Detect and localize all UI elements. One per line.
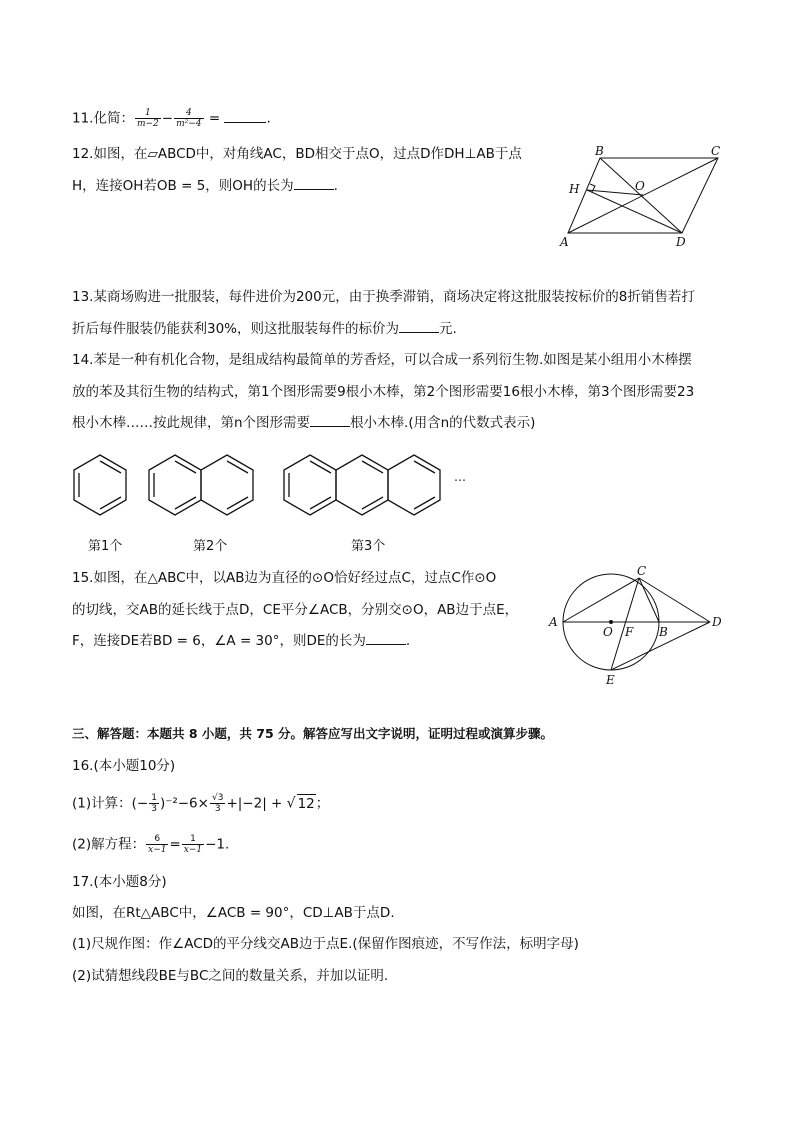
inner-bond	[227, 461, 248, 473]
q16-p1-end: ；	[315, 795, 330, 812]
frac-den: m−2	[136, 119, 159, 129]
q12-line2	[72, 177, 338, 195]
q14-line1: 14.苯是一种有机化合物，是组成结构最简单的芳香烃，可以合成一系列衍生物.如图是某小组用小木棒摆	[72, 352, 692, 368]
frac-num: 6	[146, 834, 168, 845]
inner-bond	[227, 497, 248, 509]
frac-den: x−1	[183, 845, 203, 855]
q16-p1-exp: )⁻²−6×	[159, 795, 209, 812]
q11-line	[72, 108, 271, 129]
q16-header: 16.(本小题10分)	[72, 758, 176, 774]
q14-line3	[72, 414, 535, 432]
q16-p2-prefix: (2)解方程：	[72, 836, 146, 853]
frac-den: 3	[151, 804, 157, 814]
q16-p2-eq: =	[169, 836, 181, 853]
q13-end: 元.	[439, 321, 457, 337]
hexagon-fig3a	[284, 455, 336, 515]
hexagon-fig2a	[149, 455, 201, 515]
q16-p2-frac1	[146, 834, 168, 855]
hexagon-fig3b	[336, 455, 388, 515]
answer-blank[interactable]	[399, 320, 439, 333]
benzene-figures	[68, 448, 488, 528]
q12-line1: 12.如图，在▱ABCD中，对角线AC，BD相交于点O，过点D作DH⊥AB于点	[72, 146, 522, 162]
q12-text: H，连接OH若OB = 5，则OH的长为	[72, 178, 294, 194]
parallelogram-figure	[555, 140, 735, 252]
inner-bond	[310, 497, 331, 509]
label-e: E	[606, 673, 615, 687]
label-b: B	[595, 144, 604, 158]
label-d: D	[712, 615, 722, 629]
label-a: A	[549, 615, 558, 629]
circle-figure	[545, 565, 725, 690]
inner-bond	[414, 497, 435, 509]
q16-p1-sqrt: 12	[297, 795, 315, 812]
label-b: B	[659, 625, 668, 639]
q12-end: .	[333, 178, 338, 194]
q11-equals: =	[208, 110, 221, 127]
frac-num: √3	[211, 793, 224, 803]
inner-bond	[100, 497, 121, 509]
hexagon-fig1	[74, 455, 126, 515]
label-o: O	[635, 179, 645, 193]
inner-bond	[175, 461, 196, 473]
inner-bond	[100, 461, 121, 473]
q15-end: .	[405, 633, 411, 649]
frac-den: m²−4	[176, 119, 202, 129]
answer-blank[interactable]	[294, 177, 334, 190]
label-d: D	[676, 235, 686, 249]
q15-line1: 15.如图，在△ABC中，以AB边为直径的⊙O恰好经过点C，过点C作⊙O	[72, 570, 497, 586]
q16-p1-prefix: (1)计算：(−	[72, 795, 149, 812]
inner-bond	[362, 497, 383, 509]
inner-bond	[362, 461, 383, 473]
q17-header: 17.(本小题8分)	[72, 874, 167, 890]
answer-blank[interactable]	[224, 110, 266, 123]
label-h: H	[569, 182, 580, 196]
figures-ellipsis: …	[454, 470, 466, 484]
caption-fig3: 第3个	[351, 539, 386, 554]
q13-text: 折后每件服装仍能获利30%，则这批服装每件的标价为	[72, 321, 400, 337]
q13-line2	[72, 320, 457, 338]
inner-bond	[310, 461, 331, 473]
q11-frac1	[135, 108, 161, 129]
q17-line2: (1)尺规作图：作∠ACD的平分线交AB边于点E.(保留作图痕迹，不写作法，标明字母)	[72, 936, 579, 952]
label-o: O	[603, 625, 613, 639]
diagonal-bd	[600, 158, 682, 233]
answer-blank[interactable]	[366, 632, 406, 645]
q15-line3	[72, 632, 410, 650]
q15-line2: 的切线，交AB的延长线于点D，CE平分∠ACB，分别交⊙O，AB边于点E，	[72, 602, 519, 618]
q16-p1-frac2	[210, 793, 225, 814]
q11-end: .	[266, 110, 271, 127]
hexagon-fig3c	[388, 455, 440, 515]
inner-bond	[175, 497, 196, 509]
q16-p1-frac1	[149, 793, 159, 814]
tangent-cd	[639, 578, 710, 622]
q16-p1-mid: +|−2| +	[226, 795, 287, 812]
label-c: C	[637, 565, 647, 578]
frac-den: 3	[214, 804, 221, 814]
frac-num: 1	[151, 793, 157, 803]
q17-line3: (2)试猜想线段BE与BC之间的数量关系，并加以证明.	[72, 968, 389, 984]
q16-p2-frac2	[182, 834, 204, 855]
diagonal-ac	[568, 158, 718, 233]
caption-fig1: 第1个	[88, 539, 123, 554]
q14-line2: 放的苯及其衍生物的结构式，第1个图形需要9根小木棒，第2个图形需要16根小木棒，第3个图形需要23	[72, 384, 695, 400]
q14-text: 根小木棒……按此规律，第n个图形需要	[72, 415, 311, 431]
label-c: C	[711, 144, 721, 158]
label-a: A	[560, 235, 569, 249]
inner-bond	[414, 461, 435, 473]
answer-blank[interactable]	[310, 414, 350, 427]
q16-part1	[72, 793, 329, 814]
q11-frac2	[174, 108, 203, 129]
q16-p2-end: −1.	[205, 836, 230, 853]
q11-prefix: 11.化简：	[72, 110, 134, 127]
caption-fig2: 第2个	[193, 539, 228, 554]
frac-num: 4	[174, 108, 203, 119]
hexagon-fig2b	[201, 455, 253, 515]
segment-dh	[587, 190, 682, 233]
center-dot	[609, 620, 613, 624]
q13-line1: 13.某商场购进一批服装，每件进价为200元，由于换季滞销，商场决定将这批服装按标价的8折销售若打	[72, 289, 695, 305]
q14-text-end: 根小木棒.(用含n的代数式表示)	[350, 415, 536, 431]
sqrt-icon: √	[286, 795, 296, 812]
q11-minus: −	[161, 110, 174, 127]
frac-num: 1	[135, 108, 161, 119]
q16-part2	[72, 834, 229, 855]
label-f: F	[625, 625, 634, 639]
section-heading: 三、解答题：本题共 8 小题，共 75 分。解答应写出文字说明，证明过程或演算步骤。	[72, 726, 554, 741]
q17-line1: 如图，在Rt△ABC中，∠ACB = 90°，CD⊥AB于点D.	[72, 905, 395, 921]
frac-num: 1	[182, 834, 204, 845]
frac-den: x−1	[148, 845, 167, 855]
q15-text: F，连接DE若BD = 6，∠A = 30°，则DE的长为	[72, 633, 366, 649]
